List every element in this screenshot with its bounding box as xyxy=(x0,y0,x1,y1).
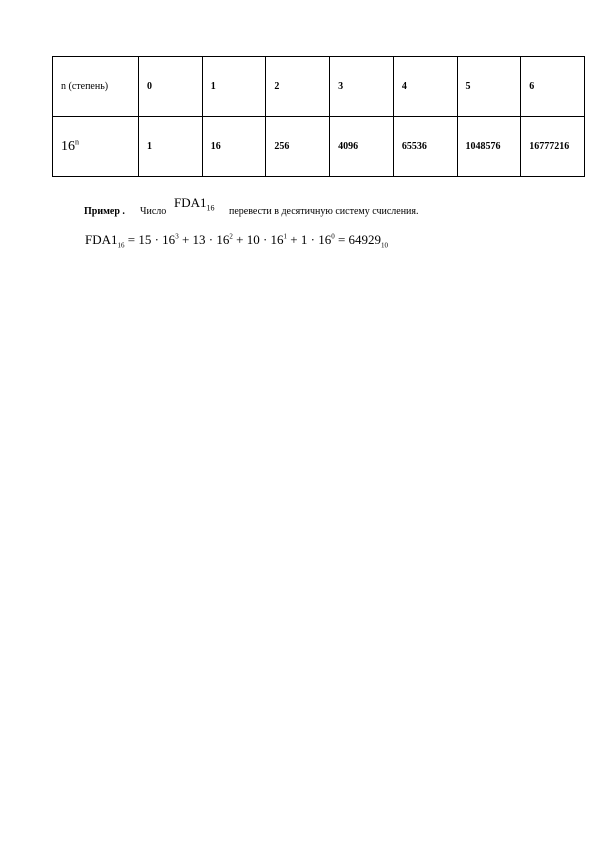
power-cell-5: 1048576 xyxy=(457,117,521,177)
example-lead-word: Число xyxy=(140,206,167,217)
example-number-digits: FDA1 xyxy=(174,195,207,210)
formula-exp-0: 0 xyxy=(331,232,335,241)
exponent-cell-5: 5 xyxy=(457,57,521,117)
power-cell-2: 256 xyxy=(266,117,330,177)
exponent-cell-2: 2 xyxy=(266,57,330,117)
formula-result: = 64929 xyxy=(334,232,382,247)
formula-term-4: + 1 · 16 xyxy=(287,232,332,247)
formula-exp-1: 1 xyxy=(283,232,288,241)
powers-of-sixteen-table xyxy=(52,56,585,177)
power-cell-4: 65536 xyxy=(393,117,457,177)
base-sixteen-symbol xyxy=(61,139,79,154)
formula-result-base: 10 xyxy=(381,241,389,250)
example-number xyxy=(174,196,215,213)
formula-exp-3: 3 xyxy=(175,232,179,241)
exponent-label-cell: n (степень) xyxy=(53,57,139,117)
power-cell-6: 16777216 xyxy=(521,117,585,177)
formula-number-base: 16 xyxy=(117,241,125,250)
base-value: 16 xyxy=(61,139,75,155)
table-row-powers xyxy=(53,117,585,177)
example-statement xyxy=(84,194,544,218)
base-exponent: n xyxy=(75,137,79,147)
formula-exp-2: 2 xyxy=(229,232,233,241)
exponent-cell-6: 6 xyxy=(521,57,585,117)
power-cell-3: 4096 xyxy=(330,117,394,177)
conversion-formula xyxy=(85,233,388,250)
exponent-cell-3: 3 xyxy=(330,57,394,117)
power-label-cell xyxy=(53,117,139,177)
example-number-base: 16 xyxy=(206,203,215,213)
table-row-exponents xyxy=(53,57,585,117)
example-label: Пример . xyxy=(84,206,125,217)
power-cell-0: 1 xyxy=(139,117,203,177)
formula-number: FDA1 xyxy=(85,232,118,247)
exponent-cell-4: 4 xyxy=(393,57,457,117)
formula-term-1: = 15 · 16 xyxy=(127,232,176,247)
formula-term-3: + 10 · 16 xyxy=(232,232,284,247)
exponent-cell-1: 1 xyxy=(202,57,266,117)
exponent-cell-0: 0 xyxy=(139,57,203,117)
formula-term-2: + 13 · 16 xyxy=(178,232,230,247)
example-instruction: перевести в десятичную систему счисления. xyxy=(229,206,419,217)
power-cell-1: 16 xyxy=(202,117,266,177)
